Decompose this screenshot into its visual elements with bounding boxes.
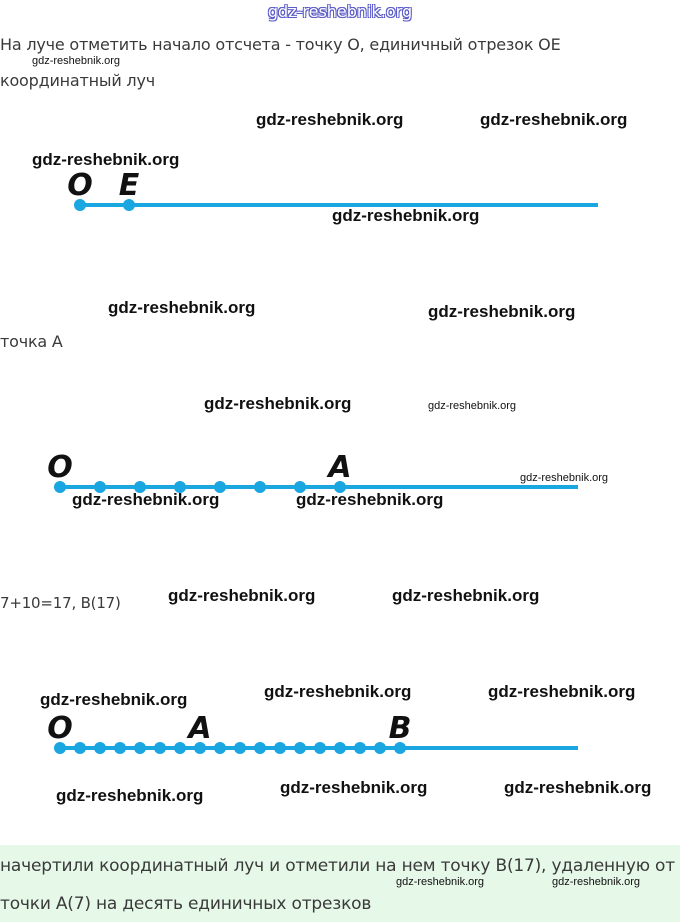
point-label-e: E: [118, 168, 140, 203]
watermark: gdz-reshebnik.org: [72, 490, 220, 509]
watermark: gdz-reshebnik.org: [488, 682, 636, 701]
ray-point: [294, 742, 306, 754]
watermark: gdz-reshebnik.org: [108, 298, 256, 317]
ray-point: [254, 742, 266, 754]
task-line-2: координатный луч: [0, 71, 155, 90]
answer-line-2: точки А(7) на десять единичных отрезков: [0, 894, 372, 914]
ray-point: [134, 742, 146, 754]
coordinate-ray-1: [67, 168, 598, 211]
watermark: gdz-reshebnik.org: [264, 682, 412, 701]
watermark: gdz-reshebnik.org: [392, 586, 540, 605]
coordinate-ray-2: [47, 450, 578, 493]
ray-point: [374, 742, 386, 754]
point-label-a: A: [328, 450, 352, 485]
ray-point: [354, 742, 366, 754]
ray-point: [154, 742, 166, 754]
task-line-3: точка А: [0, 332, 63, 351]
ray-point: [214, 742, 226, 754]
point-label-b: B: [388, 711, 412, 746]
watermark: gdz-reshebnik.org: [204, 394, 352, 413]
ray-point: [334, 742, 346, 754]
watermark: gdz-reshebnik.org: [396, 876, 485, 888]
task-line-4: 7+10=17, В(17): [0, 594, 121, 612]
watermark: gdz-reshebnik.org: [480, 110, 628, 129]
point-label-o: O: [47, 450, 73, 485]
watermark: gdz-reshebnik.org: [296, 490, 444, 509]
watermark: gdz-reshebnik.org: [504, 778, 652, 797]
point-label-a: A: [188, 711, 212, 746]
ray-point: [74, 742, 86, 754]
watermark: gdz-reshebnik.org: [256, 110, 404, 129]
watermark: gdz-reshebnik.org: [40, 690, 188, 709]
watermark: gdz-reshebnik.org: [32, 55, 121, 67]
watermark: gdz-reshebnik.org: [168, 586, 316, 605]
ray-point: [234, 742, 246, 754]
ray-point: [174, 742, 186, 754]
ray-point: [254, 481, 266, 493]
ray-point: [274, 742, 286, 754]
watermark: gdz-reshebnik.org: [520, 472, 609, 484]
watermark: gdz-reshebnik.org: [428, 302, 576, 321]
ray-point: [94, 742, 106, 754]
watermark: gdz-reshebnik.org: [332, 206, 480, 225]
coordinate-ray-3: [47, 711, 578, 754]
watermark: gdz-reshebnik.org: [428, 400, 517, 412]
point-label-o: O: [67, 168, 93, 203]
task-line-1: На луче отметить начало отсчета - точку О, единичный отрезок ОЕ: [0, 35, 561, 54]
watermark: gdz-reshebnik.org: [32, 150, 180, 169]
point-label-o: O: [47, 711, 73, 746]
ray-point: [314, 742, 326, 754]
watermark: gdz-reshebnik.org: [280, 778, 428, 797]
site-header: gdz-reshebnik.org: [267, 2, 413, 21]
answer-line-1: начертили координатный луч и отметили на нем точку В(17), удаленную от: [0, 856, 675, 876]
watermark: gdz-reshebnik.org: [552, 876, 641, 888]
watermark: gdz-reshebnik.org: [56, 786, 204, 805]
ray-point: [114, 742, 126, 754]
